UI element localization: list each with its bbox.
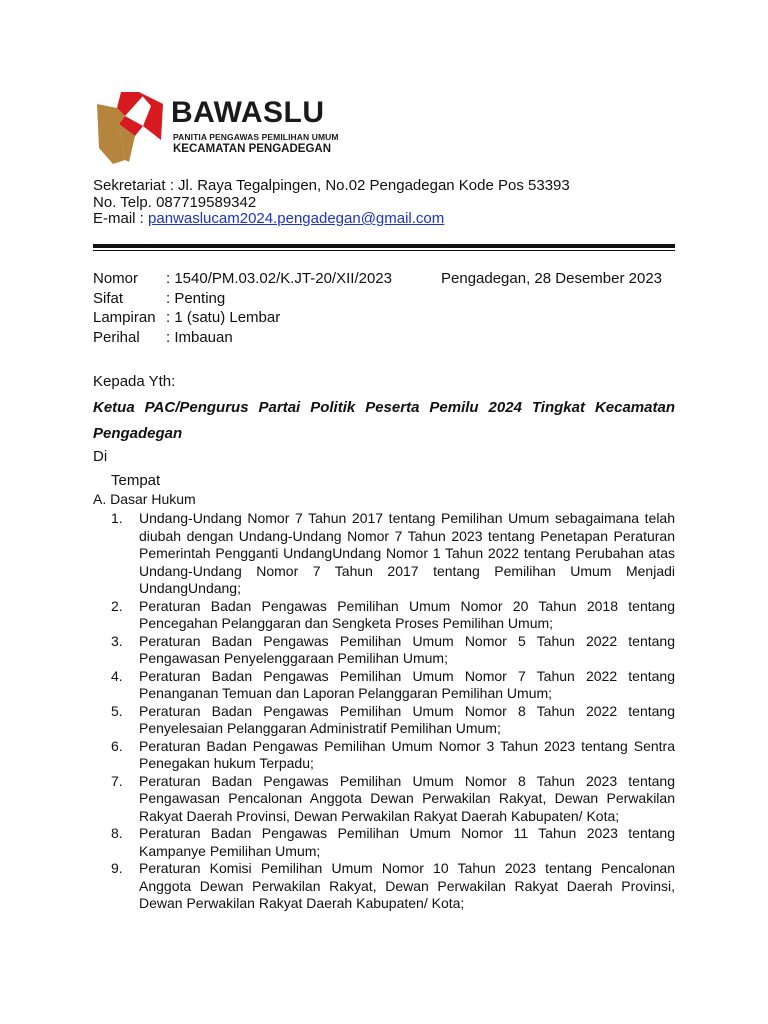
list-item bbox=[111, 860, 675, 913]
list-item-text: Peraturan Badan Pengawas Pemilihan Umum Nomor 5 Tahun 2022 tentang Pengawasan Penyelenggaraan Pemilihan Umum; bbox=[139, 632, 675, 666]
email-link[interactable]: panwaslucam2024.pengadegan@gmail.com bbox=[148, 210, 445, 227]
list-item bbox=[111, 703, 675, 738]
list-item bbox=[111, 825, 675, 860]
recipient: Ketua PAC/Pengurus Partai Politik Peserta Pemilu 2024 Tingkat Kecamatan Pengadegan bbox=[93, 399, 675, 442]
list-item bbox=[111, 510, 675, 598]
email-line bbox=[93, 211, 570, 228]
list-item-number: 3. bbox=[111, 632, 123, 649]
list-item-text: Undang-Undang Nomor 7 Tahun 2017 tentang Pemilihan Umum sebagaimana telah diubah dengan Undang-Undang Nomor 7 Tahun 2023 tentang Penetapan Peraturan Pemerintah Pengganti UndangUndang Nomor 1 Tahun 2022 tentang Perubahan atas Undang-Undang Nomor 7 Tahun 2017 tentang Pemilihan Umum Menjadi UndangUndang; bbox=[139, 510, 675, 596]
legal-basis-list bbox=[111, 510, 675, 913]
recipient-tempat: Tempat bbox=[111, 472, 161, 489]
email-label: E-mail : bbox=[93, 210, 149, 227]
meta-nomor-value: : 1540/PM.03.02/K.JT-20/XII/2023 bbox=[166, 270, 392, 287]
list-item-number: 4. bbox=[111, 667, 123, 684]
list-item-number: 7. bbox=[111, 772, 123, 789]
list-item bbox=[111, 668, 675, 703]
meta-lampiran bbox=[93, 308, 392, 328]
letter-meta bbox=[93, 269, 392, 347]
list-item-number: 9. bbox=[111, 860, 123, 876]
list-item-number: 1. bbox=[111, 510, 123, 526]
list-item-text: Peraturan Badan Pengawas Pemilihan Umum Nomor 3 Tahun 2023 tentang Sentra Penegakan hukum Terpadu; bbox=[139, 737, 675, 771]
list-item-text: Peraturan Badan Pengawas Pemilihan Umum Nomor 7 Tahun 2022 tentang Penanganan Temuan dan Laporan Pelanggaran Pemilihan Umum; bbox=[139, 667, 675, 701]
meta-perihal-value: : Imbauan bbox=[166, 328, 233, 346]
meta-perihal-label: Perihal bbox=[93, 328, 140, 346]
recipient-di: Di bbox=[93, 448, 108, 465]
meta-nomor bbox=[93, 269, 392, 289]
address-line: Sekretariat : Jl. Raya Tegalpingen, No.02 Pengadegan Kode Pos 53393 bbox=[93, 177, 570, 194]
org-unit: KECAMATAN PENGADEGAN bbox=[173, 143, 332, 155]
list-item-text: Peraturan Badan Pengawas Pemilihan Umum Nomor 20 Tahun 2018 tentang Pencegahan Pelanggaran dan Sengketa Proses Pemilihan Umum; bbox=[139, 597, 675, 631]
org-name: BAWASLU bbox=[171, 96, 325, 129]
salutation: Kepada Yth: bbox=[93, 373, 176, 390]
letterhead-divider-thick bbox=[93, 244, 675, 248]
list-item-number: 8. bbox=[111, 825, 123, 841]
meta-nomor-label: Nomor bbox=[93, 270, 139, 287]
meta-lampiran-value: : 1 (satu) Lembar bbox=[166, 309, 281, 326]
list-item-number: 6. bbox=[111, 737, 123, 754]
phone-line: No. Telp. 087719589342 bbox=[93, 193, 257, 211]
org-subtitle: PANITIA PENGAWAS PEMILIHAN UMUM bbox=[173, 132, 339, 142]
list-item-text: Peraturan Badan Pengawas Pemilihan Umum Nomor 8 Tahun 2022 tentang Penyelesaian Pelanggaran Administratif Pemilihan Umum; bbox=[139, 702, 675, 736]
meta-sifat bbox=[93, 289, 392, 309]
letterhead-address bbox=[93, 178, 570, 228]
section-title: A. Dasar Hukum bbox=[93, 491, 196, 507]
meta-sifat-value: : Penting bbox=[166, 289, 226, 307]
list-item bbox=[111, 633, 675, 668]
meta-perihal bbox=[93, 328, 392, 348]
meta-lampiran-label: Lampiran bbox=[93, 309, 156, 326]
meta-sifat-label: Sifat bbox=[93, 289, 124, 307]
list-item-number: 5. bbox=[111, 702, 123, 719]
bawaslu-logo bbox=[95, 90, 339, 165]
bawaslu-emblem-icon bbox=[95, 90, 167, 165]
list-item bbox=[111, 598, 675, 633]
list-item-text: Peraturan Badan Pengawas Pemilihan Umum Nomor 11 Tahun 2023 tentang Kampanye Pemilihan Umum; bbox=[139, 825, 675, 859]
letterhead-divider-thin bbox=[93, 250, 675, 251]
list-item-number: 2. bbox=[111, 597, 123, 614]
letter-date: Pengadegan, 28 Desember 2023 bbox=[441, 270, 663, 287]
list-item bbox=[111, 738, 675, 773]
list-item bbox=[111, 773, 675, 826]
list-item-text: Peraturan Komisi Pemilihan Umum Nomor 10 Tahun 2023 tentang Pencalonan Anggota Dewan Perwakilan Rakyat, Dewan Perwakilan Rakyat Daerah Provinsi, Dewan Perwakilan Rakyat Daerah Kabupaten/ Kota; bbox=[139, 860, 675, 911]
list-item-text: Peraturan Badan Pengawas Pemilihan Umum Nomor 8 Tahun 2023 tentang Pengawasan Pencalonan Anggota Dewan Perwakilan Rakyat, Dewan Perwakilan Rakyat Daerah Provinsi, Dewan Perwakilan Rakyat Daerah Kabupaten/ Kota; bbox=[139, 772, 675, 824]
